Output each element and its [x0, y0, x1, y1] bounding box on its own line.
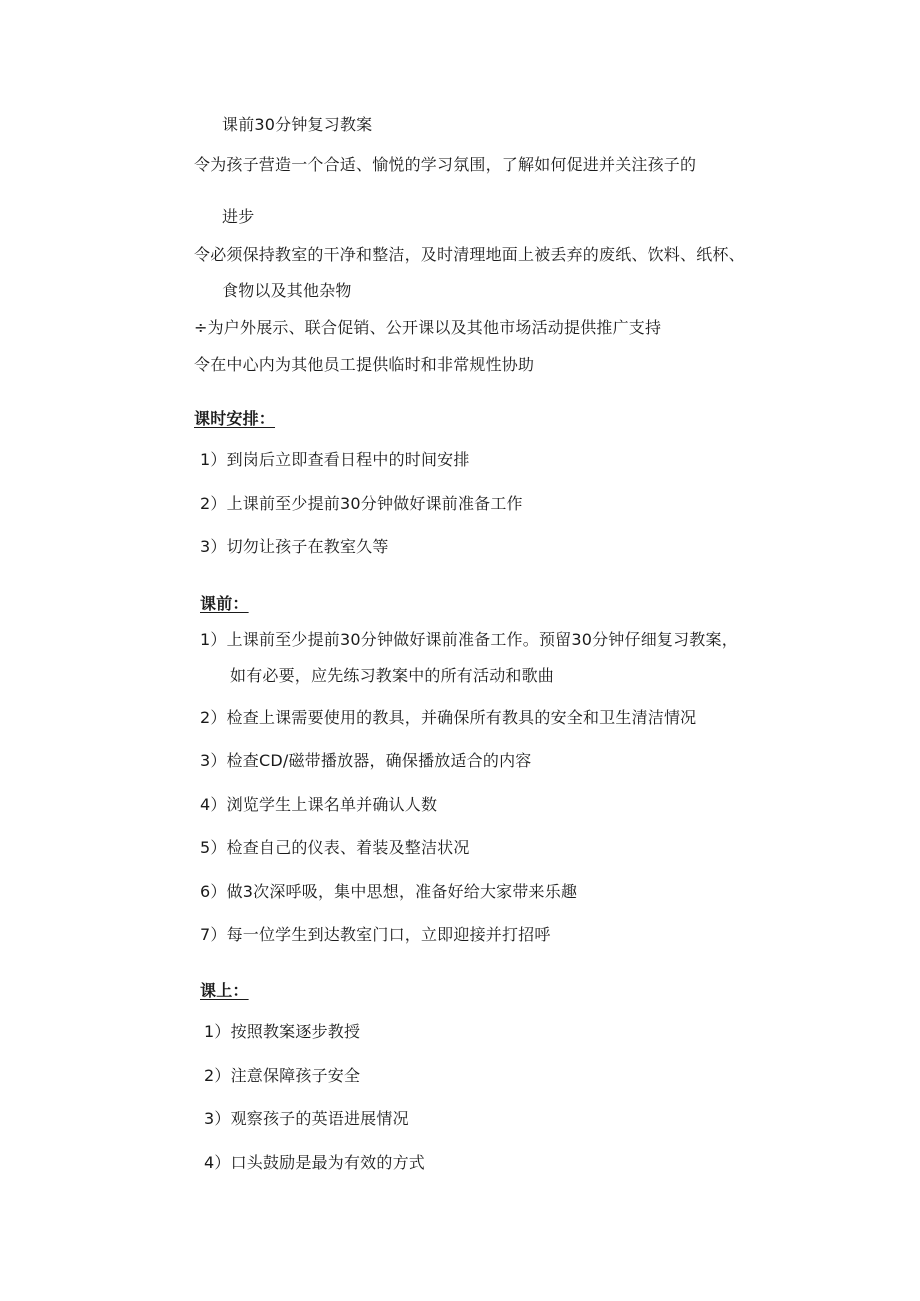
before-class-item-continuation: 如有必要，应先练习教案中的所有活动和歌曲: [230, 666, 555, 685]
in-class-item: 4）口头鼓励是最为有效的方式: [204, 1153, 425, 1172]
section-heading-in-class: 课上：: [200, 981, 249, 1000]
before-class-item: 4）浏览学生上课名单并确认人数: [200, 795, 438, 814]
intro-bullet-continuation: 食物以及其他杂物: [222, 281, 352, 300]
schedule-item: 1）到岗后立即查看日程中的时间安排: [200, 450, 470, 469]
document-title: 课前30分钟复习教案: [222, 115, 373, 134]
before-class-item: 3）检查CD/磁带播放器，确保播放适合的内容: [200, 751, 532, 770]
intro-bullet-continuation: 进步: [222, 207, 255, 226]
before-class-item: 7）每一位学生到达教室门口，立即迎接并打招呼: [200, 925, 551, 944]
intro-bullet: 令必须保持教室的干净和整洁，及时清理地面上被丢弃的废纸、饮料、纸杯、: [194, 245, 745, 264]
section-heading-before-class: 课前：: [200, 594, 249, 613]
in-class-item: 1）按照教案逐步教授: [204, 1022, 361, 1041]
before-class-item: 2）检查上课需要使用的教具，并确保所有教具的安全和卫生清洁情况: [200, 708, 697, 727]
in-class-item: 2）注意保障孩子安全: [204, 1066, 361, 1085]
before-class-item: 6）做3次深呼吸，集中思想，准备好给大家带来乐趣: [200, 882, 578, 901]
before-class-item: 1）上课前至少提前30分钟做好课前准备工作。预留30分钟仔细复习教案，: [200, 630, 738, 649]
schedule-item: 2）上课前至少提前30分钟做好课前准备工作: [200, 494, 523, 513]
intro-bullet: 令在中心内为其他员工提供临时和非常规性协助: [194, 355, 535, 374]
intro-bullet: ÷为户外展示、联合促销、公开课以及其他市场活动提供推广支持: [194, 318, 662, 337]
section-heading-schedule: 课时安排：: [194, 409, 276, 428]
schedule-item: 3）切勿让孩子在教室久等: [200, 537, 389, 556]
in-class-item: 3）观察孩子的英语进展情况: [204, 1109, 409, 1128]
intro-bullet: 令为孩子营造一个合适、愉悦的学习氛围，了解如何促进并关注孩子的: [194, 155, 697, 174]
before-class-item: 5）检查自己的仪表、着装及整洁状况: [200, 838, 470, 857]
